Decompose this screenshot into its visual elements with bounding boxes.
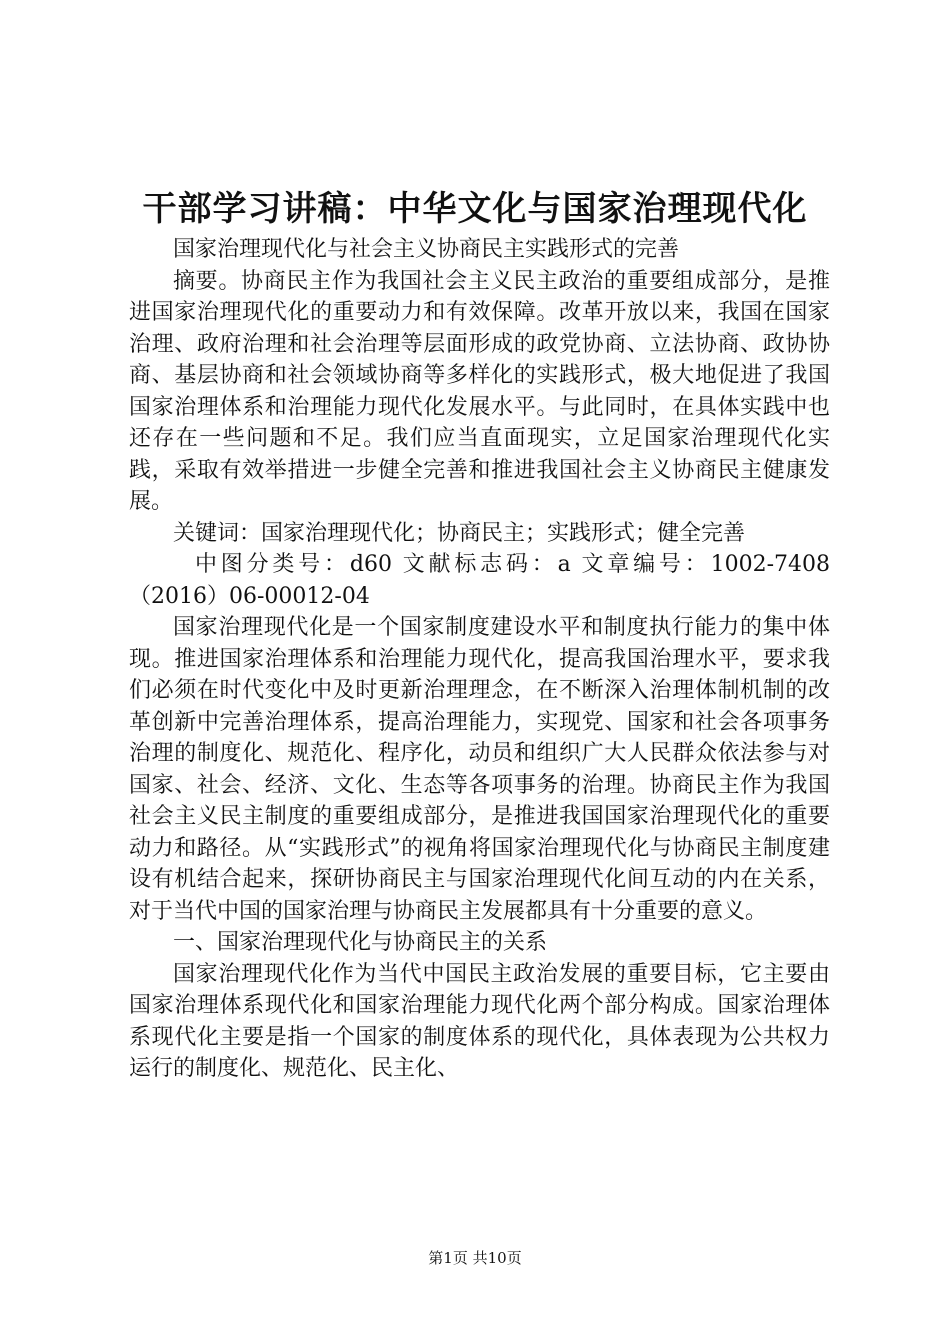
section-heading: 一、国家治理现代化与协商民主的关系 [173, 930, 548, 955]
document-title: 干部学习讲稿：中华文化与国家治理现代化 [142, 189, 808, 229]
article-subtitle: 国家治理现代化与社会主义协商民主实践形式的完善 [173, 237, 680, 262]
page-footer: 第1页 共10页 [428, 1249, 522, 1267]
classification-paragraph: 中图分类号：d60 文献标志码：a 文章编号：1002-7408（2016）06-00012-04 [129, 552, 830, 609]
intro-paragraph: 国家治理现代化是一个国家制度建设水平和制度执行能力的集中体现。推进国家治理体系和治理能力现代化，提高我国治理水平，要求我们必须在时代变化中及时更新治理理念，在不断深入治理体制机制的改革创新中完善治理体系，提高治理能力，实现党、国家和社会各项事务治理的制度化、规范化、程序化，动员和组织广大人民群众依法参与对国家、社会、经济、文化、生态等各项事务的治理。协商民主作为我国社会主义民主制度的重要组成部分，是推进我国国家治理现代化的重要动力和路径。从“实践形式”的视角将国家治理现代化与协商民主制度建设有机结合起来，探研协商民主与国家治理现代化间互动的内在关系，对于当代中国的国家治理与协商民主发展都具有十分重要的意义。 [129, 615, 830, 924]
abstract-paragraph: 摘要。协商民主作为我国社会主义民主政治的重要组成部分，是推进国家治理现代化的重要动力和有效保障。改革开放以来，我国在国家治理、政府治理和社会治理等层面形成的政党协商、立法协商、政协协商、基层协商和社会领域协商等多样化的实践形式，极大地促进了我国国家治理体系和治理能力现代化发展水平。与此同时，在具体实践中也还存在一些问题和不足。我们应当直面现实，立足国家治理现代化实践，采取有效举措进一步健全完善和推进我国社会主义协商民主健康发展。 [129, 268, 830, 514]
document-body [129, 234, 830, 1085]
keywords-paragraph: 关键词：国家治理现代化；协商民主；实践形式；健全完善 [173, 520, 746, 546]
section-paragraph: 国家治理现代化作为当代中国民主政治发展的重要目标，它主要由国家治理体系现代化和国家治理能力现代化两个部分构成。国家治理体系现代化主要是指一个国家的制度体系的现代化，具体表现为公共权力运行的制度化、规范化、民主化、 [129, 961, 830, 1081]
